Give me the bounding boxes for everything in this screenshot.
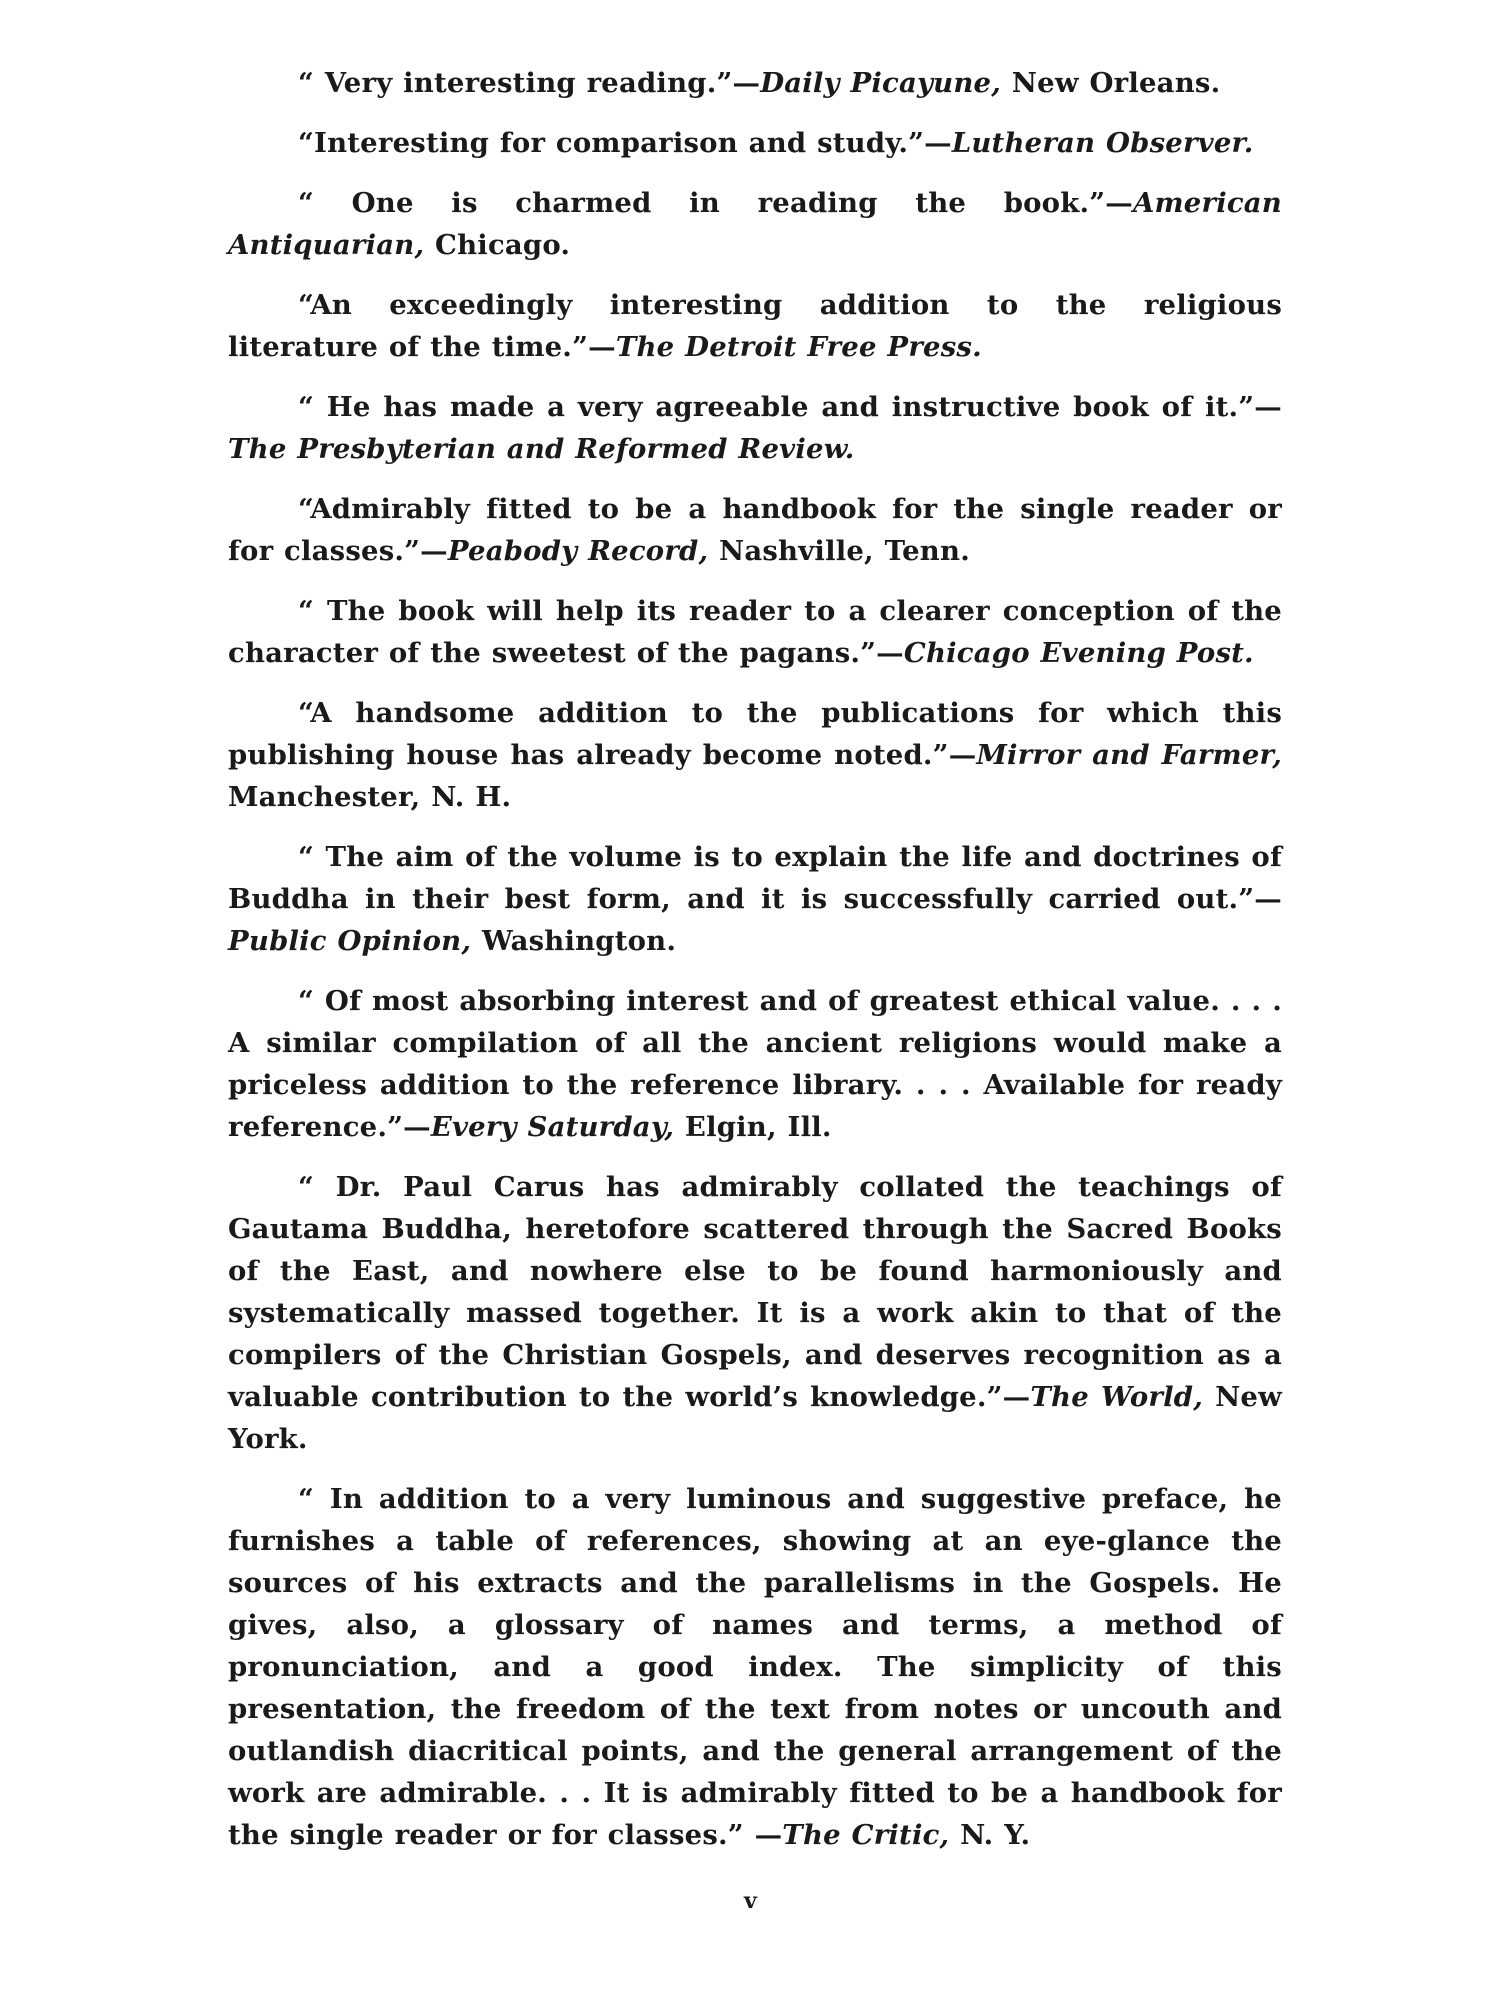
review-source: The Critic,: [782, 1819, 950, 1851]
review-quote: “ In addition to a very luminous and suggestive preface, he furnishes a table of references, showing at an eye-glance the sources of his extracts and the parallelisms in the Gospels. He gives, also, a glossary of names and terms, a method of pronunciation, and a good index. The simplicity of this presentation, the freedom of the text from notes or uncouth and outlandish diacritical points, and the general arrangement of the work are admirable. . . It is admirably fitted to be a handbook for the single reader or for classes.” —: [228, 1483, 1282, 1851]
review-source: The World,: [1030, 1381, 1203, 1413]
review-source: American Antiquarian,: [228, 187, 1282, 261]
review-location: Elgin, Ill.: [674, 1111, 832, 1143]
review-source: Daily Picayune,: [760, 67, 1002, 99]
review-location: New Orleans.: [1001, 67, 1221, 99]
review-quote: “ He has made a very agreeable and instructive book of it.”—: [298, 391, 1282, 423]
review-location: Washington.: [471, 925, 677, 957]
review-location: Nashville, Tenn.: [708, 535, 970, 567]
review-quote: “ Of most absorbing interest and of greatest ethical value. . . . A similar compilation of all the ancient religions would make a priceless addition to the reference library. . . . Available for ready reference.”—: [228, 985, 1282, 1143]
review-quote: “ The book will help its reader to a clearer conception of the character of the sweetest of the pagans.”—: [228, 595, 1282, 669]
review-the-world: [228, 1166, 1282, 1460]
review-presbyterian-review: [228, 386, 1282, 470]
review-quote: “ Dr. Paul Carus has admirably collated the teachings of Gautama Buddha, heretofore scattered through the Sacred Books of the East, and nowhere else to be found harmoniously and systematically massed together. It is a work akin to that of the compilers of the Christian Gospels, and deserves recognition as a valuable contribution to the world’s knowledge.”—: [228, 1171, 1282, 1413]
reviews-page: [228, 62, 1282, 1874]
review-every-saturday: [228, 980, 1282, 1148]
review-quote: “ One is charmed in reading the book.”—: [298, 187, 1133, 219]
review-quote: “Admirably fitted to be a handbook for the single reader or for classes.”—: [228, 493, 1282, 567]
review-the-critic: [228, 1478, 1282, 1856]
review-source: Every Saturday,: [430, 1111, 675, 1143]
review-source: The Presbyterian and Reformed Review.: [228, 433, 855, 465]
review-quote: “Interesting for comparison and study.”—: [298, 127, 952, 159]
review-location: Manchester, N. H.: [228, 781, 512, 813]
review-source: The Detroit Free Press.: [615, 331, 982, 363]
signature-mark: v: [744, 1888, 757, 1914]
review-location: New York.: [228, 1381, 1282, 1455]
review-source: Lutheran Observer.: [951, 127, 1254, 159]
review-quote: “ The aim of the volume is to explain the life and doctrines of Buddha in their best form, and it is successfully carried out.”—: [228, 841, 1282, 915]
review-source: Public Opinion,: [228, 925, 472, 957]
review-source: Chicago Evening Post.: [903, 637, 1254, 669]
review-american-antiquarian: [228, 182, 1282, 266]
review-daily-picayune: [228, 62, 1282, 104]
review-source: Mirror and Farmer,: [976, 739, 1282, 771]
review-mirror-and-farmer: [228, 692, 1282, 818]
review-detroit-free-press: [228, 284, 1282, 368]
review-source: Peabody Record,: [447, 535, 709, 567]
review-location: N. Y.: [949, 1819, 1031, 1851]
review-peabody-record: [228, 488, 1282, 572]
review-quote: “An exceedingly interesting addition to the religious literature of the time.”—: [228, 289, 1282, 363]
review-quote: “A handsome addition to the publications for which this publishing house has already become noted.”—: [228, 697, 1282, 771]
review-location: Chicago.: [424, 229, 571, 261]
review-public-opinion: [228, 836, 1282, 962]
review-lutheran-observer: [228, 122, 1282, 164]
review-quote: “ Very interesting reading.”—: [298, 67, 761, 99]
review-chicago-evening-post: [228, 590, 1282, 674]
